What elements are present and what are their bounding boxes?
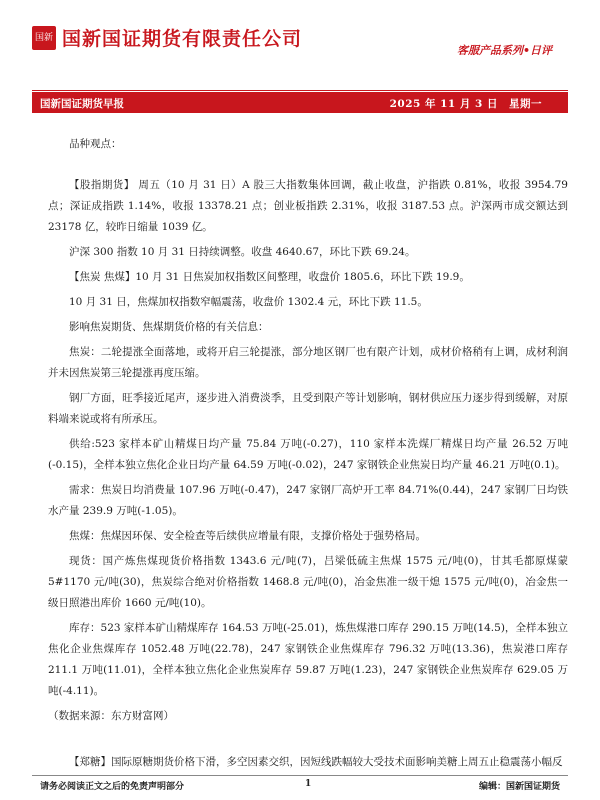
related-info-heading: 影响焦炭期货、焦煤期货价格的有关信息： — [69, 321, 269, 333]
coking-coal-info-paragraph: 焦煤：焦煤因环保、安全检查等后续供应增量有限，支撑价格处于强势格局。 — [69, 530, 426, 542]
demand-paragraph: 需求：焦炭日均消费量 107.96 万吨(-0.47)，247 家钢厂高炉开工率 84.71%(0.44)，247 家钢厂日均铁水产量 239.9 万吨(-1.05)。 — [48, 484, 568, 517]
data-source: （数据来源：东方财富网） — [48, 710, 174, 722]
footer-divider — [32, 775, 568, 776]
report-body — [48, 134, 568, 731]
page-number: 1 — [305, 779, 312, 789]
company-name: 国新国证期货有限责任公司 — [62, 28, 303, 50]
report-title: 国新国证期货早报 — [40, 98, 124, 110]
coke-info-paragraph: 焦炭：二轮提涨全面落地，或将开启三轮提涨，部分地区钢厂也有限产计划，成材价格稍有上调，成材利润并未因焦炭第三轮提涨再度压缩。 — [48, 346, 568, 379]
csi300-paragraph: 沪深 300 指数 10 月 31 日持续调整。收盘 4640.67，环比下跌 69.24。 — [69, 246, 416, 258]
coking-coal-paragraph: 10 月 31 日，焦煤加权指数窄幅震荡，收盘价 1302.4 元，环比下跌 11.5。 — [69, 296, 428, 308]
header-divider — [32, 90, 568, 91]
supply-paragraph: 供给:523 家样本矿山精煤日均产量 75.84 万吨(-0.27)，110 家样本洗煤厂精煤日均产量 26.52 万吨(-0.15)，全样本独立焦化企业日均产量 64.59 万吨(-0.02)，247 家钢铁企业焦炭日均产量 46.21 万吨(0.1)。 — [48, 438, 568, 471]
page-header — [0, 0, 600, 70]
disclaimer-note: 请务必阅读正文之后的免责声明部分 — [40, 782, 185, 792]
coke-paragraph: 【焦炭 焦煤】10 月 31 日焦炭加权指数区间整理，收盘价 1805.6，环比下跌 19.9。 — [69, 271, 470, 283]
section-intro: 品种观点： — [69, 138, 122, 150]
company-logo: 国新 — [32, 26, 56, 50]
report-date: 2025 年 11 月 3 日 星期一 — [389, 98, 542, 110]
spot-paragraph: 现货：国产炼焦煤现货价格指数 1343.6 元/吨(7)，吕梁低硫主焦煤 1575 元/吨(0)，甘其毛都原煤蒙 5#1170 元/吨(30)，焦炭综合绝对价格指数 1468.8 元/吨(0)，冶金焦准一级干熄 1575 元/吨(0)，冶金焦一级日照港出库价 1660 元/吨(10)。 — [48, 555, 568, 609]
inventory-paragraph: 库存：523 家样本矿山精煤库存 164.53 万吨(-25.01)，炼焦煤港口库存 290.15 万吨(14.5)，全样本独立焦化企业焦煤库存 1052.48 万吨(22.78)，247 家钢铁企业焦煤库存 796.32 万吨(13.36)，焦炭港口库存 211.1 万吨(11.01)，全样本独立焦化企业焦炭库存 59.87 万吨(1.23)，247 家钢铁企业焦炭库存 629.05 万吨(-4.11)。 — [48, 622, 568, 697]
editor-credit: 编辑：国新国证期货 — [478, 782, 560, 792]
steel-mill-paragraph: 钢厂方面，旺季接近尾声，逐步进入消费淡季，且受到限产等计划影响，钢材供应压力逐步得到缓解，对原料端来说或将有所承压。 — [48, 392, 568, 425]
sugar-paragraph: 【郑糖】国际原糖期货价格下滑，多空因素交织，因短线跌幅较大受技术面影响美糖上周五止稳震荡小幅反 — [69, 756, 563, 768]
sugar-paragraph-truncated — [48, 752, 568, 776]
product-series-label: 客服产品系列•日评 — [456, 44, 552, 57]
report-title-band — [32, 92, 568, 113]
stock-index-paragraph: 【股指期货】 周五（10 月 31 日）A 股三大指数集体回调，截止收盘，沪指跌 0.81%，收报 3954.79 点；深证成指跌 1.14%，收报 13378.21 点；创业板指跌 2.31%，收报 3187.53 点。沪深两市成交额达到 23178 亿，较昨日缩量 1039 亿。 — [48, 179, 568, 233]
